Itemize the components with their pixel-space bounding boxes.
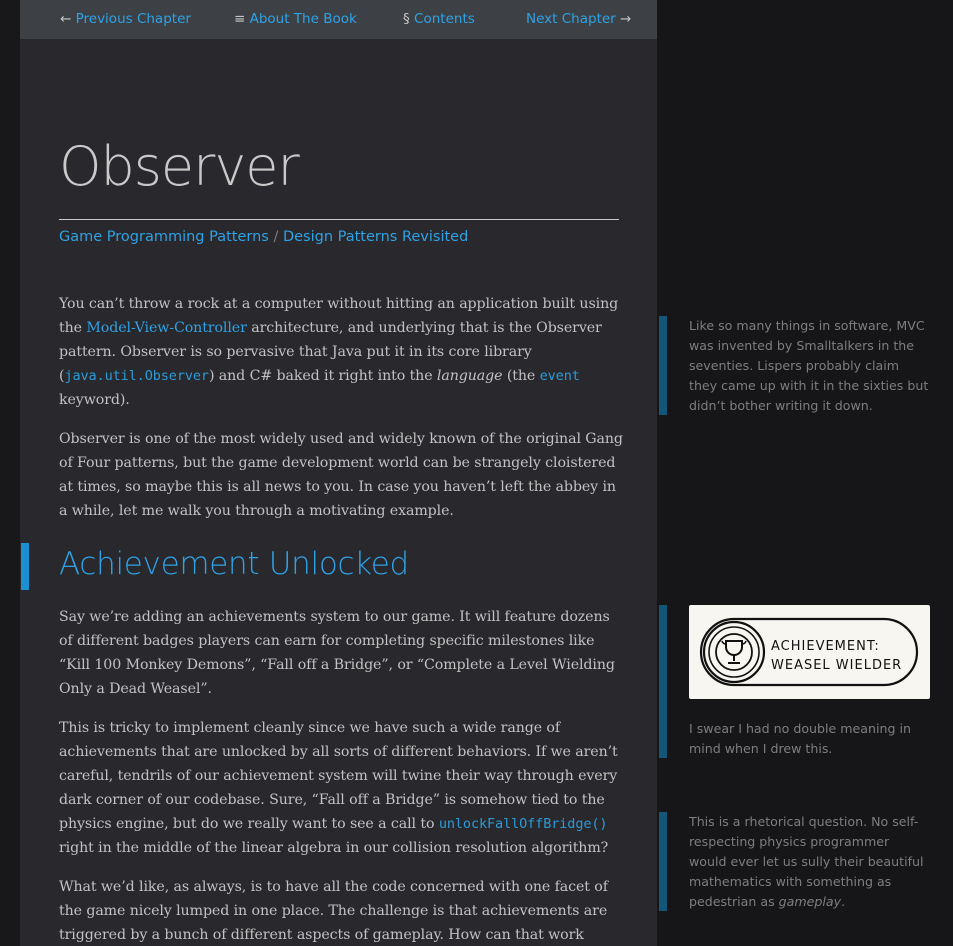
section-heading: Achievement Unlocked [59, 546, 409, 582]
intro-p1-text-1: You can’t throw a rock at a computer without hitting an application built using the [59, 296, 619, 336]
previous-chapter-link[interactable] [60, 11, 191, 27]
section-paragraph-1: Say we’re adding an achievements system to our game. It will feature dozens of different badges players can earn for completing specific milestones like “Kill 100 Monkey Demons”, “Fall off a Bridge”, or “Complete a Level Wielding Only a Dead Weasel”. [59, 609, 615, 697]
left-arrow-icon: ← [60, 11, 72, 27]
about-book-link[interactable] [234, 11, 357, 27]
next-chapter-label: Next Chapter [526, 11, 616, 27]
event-keyword-code: event [539, 368, 580, 384]
section-paragraph-2 [59, 716, 625, 860]
next-chapter-link[interactable] [526, 11, 631, 27]
section-p2-text-1: This is tricky to implement cleanly since we have such a wide range of achievements that are unlocked by all sorts of different behaviors. If we aren’t careful, tendrils of our achievement system will twine their way through every dark corner of our codebase. Sure, “Fall off a Bridge” is somehow tied to the physics engine, but do we really want to see a call to [59, 720, 618, 832]
language-emphasis: language [436, 368, 503, 384]
breadcrumb-book-link[interactable]: Game Programming Patterns [59, 229, 269, 245]
aside-rhetorical-text-1: This is a rhetorical question. No self-respecting physics programmer would ever let us sully their beautiful mathematics with something as pedestrian as [689, 814, 924, 909]
aside-mvc: Like so many things in software, MVC was invented by Smalltalkers in the seventies. Lispers probably claim they came up with it in the sixties but didn’t bother writing it down. [689, 318, 929, 413]
achievement-badge-illustration [689, 605, 930, 699]
intro-p1-text-4: (the [502, 368, 540, 384]
breadcrumb-section-link[interactable]: Design Patterns Revisited [282, 229, 469, 245]
intro-paragraph-1 [59, 292, 625, 412]
aside-badge-bar [659, 605, 667, 758]
menu-icon: ≡ [234, 11, 246, 27]
right-arrow-icon: → [620, 11, 632, 27]
aside-mvc-bar [659, 316, 667, 415]
aside-badge-caption: I swear I had no double meaning in mind when I drew this. [689, 721, 911, 756]
aside-rhetorical-text-2: . [841, 894, 846, 909]
aside-rhetorical [689, 812, 929, 912]
about-book-label: About The Book [249, 11, 357, 27]
intro-paragraph-2: Observer is one of the most widely used and widely known of the original Gang of Four patterns, but the game development world can be strangely cloistered at times, so maybe this is all news to you. In case you haven’t left the abbey in a while, let me walk you through a motivating example. [59, 431, 623, 519]
title-divider [59, 219, 619, 220]
intro-p1-text-2: architecture, and underlying that is the Observer pattern. Observer is so pervasive that Java put it in its core library ( [59, 320, 602, 384]
achievement-badge-drawing [689, 605, 930, 699]
breadcrumb-separator: / [273, 229, 279, 245]
badge-line-2: WEASEL WIELDER [771, 658, 903, 673]
previous-chapter-label: Previous Chapter [75, 11, 191, 27]
aside-rhetorical-bar [659, 812, 667, 911]
contents-link[interactable] [403, 11, 475, 27]
contents-label: Contents [414, 11, 475, 27]
java-observer-code: java.util.Observer [64, 368, 209, 384]
section-p2-text-2: right in the middle of the linear algebra in our collision resolution algorithm? [59, 840, 609, 856]
unlock-function-code: unlockFallOffBridge() [438, 816, 608, 832]
left-margin [0, 0, 20, 946]
page-title: Observer [59, 135, 299, 198]
section-marker [21, 543, 29, 590]
breadcrumb [59, 229, 468, 245]
intro-p1-text-3: ) and C# baked it right into the [208, 368, 437, 384]
gameplay-emphasis: gameplay [778, 894, 842, 909]
section-sign-icon: § [403, 11, 410, 27]
mvc-link[interactable]: Model-View-Controller [86, 320, 247, 336]
badge-line-1: ACHIEVEMENT: [771, 639, 880, 654]
section-paragraph-3: What we’d like, as always, is to have all the code concerned with one facet of the game nicely lumped in one place. The challenge is that achievements are triggered by a bunch of different aspects of gameplay. How can that work [59, 879, 608, 943]
intro-p1-text-5: keyword). [59, 392, 130, 408]
